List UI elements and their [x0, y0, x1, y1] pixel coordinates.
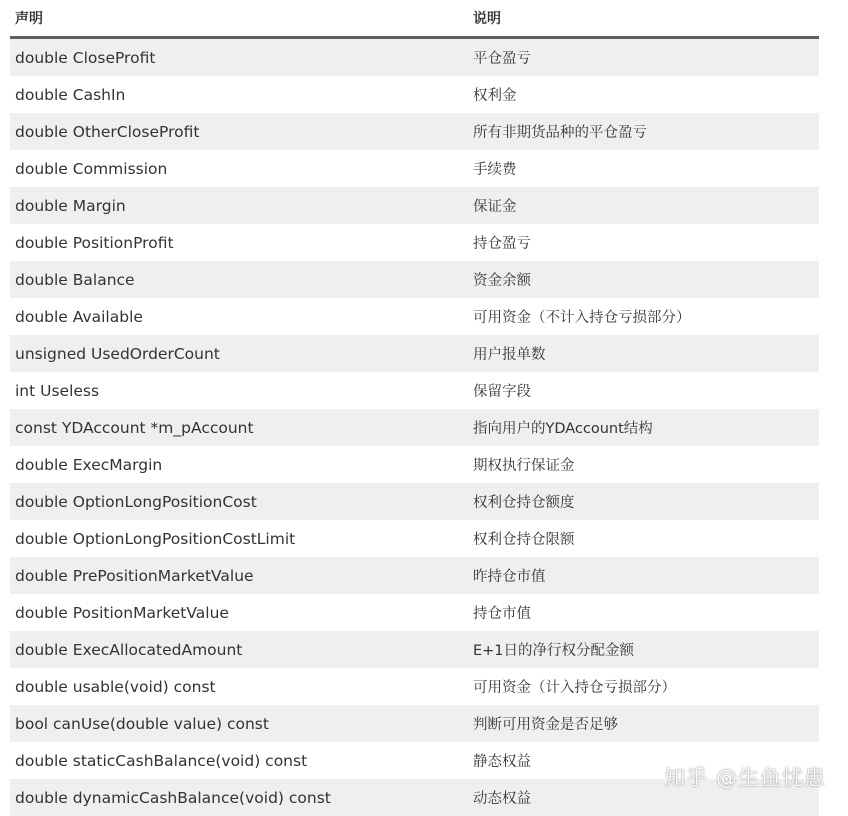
declaration-cell: double PositionProfit — [10, 224, 468, 261]
table-header-row — [10, 0, 819, 38]
description-cell: E+1日的净行权分配金额 — [468, 631, 819, 668]
declaration-cell: const YDAccount *m_pAccount — [10, 409, 468, 446]
description-cell: 静态权益 — [468, 742, 819, 779]
table-row — [10, 150, 819, 187]
declaration-cell: int Useless — [10, 372, 468, 409]
declaration-cell: double Margin — [10, 187, 468, 224]
header-declaration: 声明 — [10, 0, 468, 38]
declaration-cell: double CloseProfit — [10, 38, 468, 77]
description-cell: 昨持仓市值 — [468, 557, 819, 594]
description-cell: 权利金 — [468, 76, 819, 113]
table-row — [10, 298, 819, 335]
description-cell: 指向用户的YDAccount结构 — [468, 409, 819, 446]
table-row — [10, 372, 819, 409]
description-cell: 持仓市值 — [468, 594, 819, 631]
header-description: 说明 — [468, 0, 819, 38]
description-cell: 所有非期货品种的平仓盈亏 — [468, 113, 819, 150]
description-cell: 资金余额 — [468, 261, 819, 298]
declaration-cell: double usable(void) const — [10, 668, 468, 705]
description-cell: 可用资金（不计入持仓亏损部分） — [468, 298, 819, 335]
description-cell: 权利仓持仓额度 — [468, 483, 819, 520]
declaration-cell: double PrePositionMarketValue — [10, 557, 468, 594]
description-cell: 持仓盈亏 — [468, 224, 819, 261]
description-cell: 可用资金（计入持仓亏损部分） — [468, 668, 819, 705]
table-row — [10, 409, 819, 446]
declaration-cell: unsigned UsedOrderCount — [10, 335, 468, 372]
declaration-cell: double OtherCloseProfit — [10, 113, 468, 150]
description-cell: 手续费 — [468, 150, 819, 187]
declaration-cell: double ExecMargin — [10, 446, 468, 483]
table-row — [10, 38, 819, 77]
declaration-cell: double Balance — [10, 261, 468, 298]
description-cell: 用户报单数 — [468, 335, 819, 372]
table-row — [10, 557, 819, 594]
table-body — [10, 38, 819, 816]
table-row — [10, 594, 819, 631]
table-row — [10, 187, 819, 224]
declaration-cell: double dynamicCashBalance(void) const — [10, 779, 468, 816]
description-cell: 判断可用资金是否足够 — [468, 705, 819, 742]
description-cell: 平仓盈亏 — [468, 38, 819, 77]
table-row — [10, 483, 819, 520]
table-row — [10, 76, 819, 113]
table-row — [10, 520, 819, 557]
declaration-cell: double staticCashBalance(void) const — [10, 742, 468, 779]
table-row — [10, 631, 819, 668]
declaration-cell: double OptionLongPositionCost — [10, 483, 468, 520]
declaration-cell: double ExecAllocatedAmount — [10, 631, 468, 668]
description-cell: 保留字段 — [468, 372, 819, 409]
description-cell: 期权执行保证金 — [468, 446, 819, 483]
table-row — [10, 335, 819, 372]
table-row — [10, 113, 819, 150]
table-row — [10, 705, 819, 742]
declaration-table — [10, 0, 819, 816]
table-row — [10, 668, 819, 705]
table-row — [10, 261, 819, 298]
declaration-cell: double CashIn — [10, 76, 468, 113]
declaration-cell: double OptionLongPositionCostLimit — [10, 520, 468, 557]
description-cell: 权利仓持仓限额 — [468, 520, 819, 557]
declaration-cell: double Available — [10, 298, 468, 335]
table-row — [10, 224, 819, 261]
description-cell: 保证金 — [468, 187, 819, 224]
description-cell: 动态权益 — [468, 779, 819, 816]
watermark: 知乎 @生鱼忧患 — [664, 762, 826, 792]
declaration-cell: double PositionMarketValue — [10, 594, 468, 631]
table-row — [10, 446, 819, 483]
declaration-cell: double Commission — [10, 150, 468, 187]
declaration-cell: bool canUse(double value) const — [10, 705, 468, 742]
